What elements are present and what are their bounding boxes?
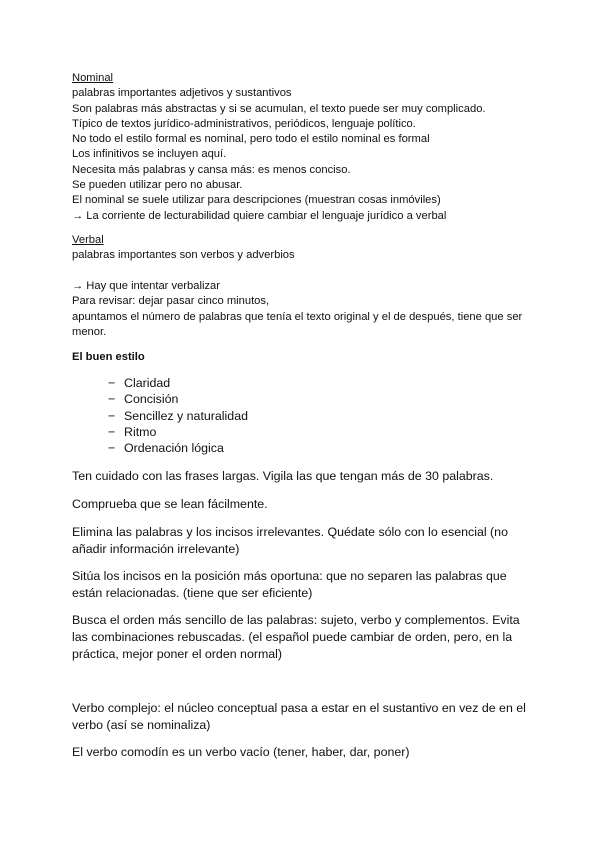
buen-estilo-heading-text: El buen estilo [72, 351, 145, 363]
nominal-line: El nominal se suele utilizar para descripciones (muestran cosas inmóviles) [72, 194, 441, 207]
paragraph-line: añadir información irrelevante) [72, 542, 240, 556]
verbal-notes [72, 279, 542, 340]
paragraph: El verbo comodín es un verbo vacío (tener, haber, dar, poner) [72, 745, 410, 759]
verbal-review-line: Para revisar: dejar pasar cinco minutos, [72, 295, 270, 308]
paragraph-line: Sitúa los incisos en la posición más oportuna: que no separen las palabras que [72, 569, 507, 583]
list-item-label: Concisión [124, 392, 179, 407]
paragraph [72, 612, 532, 663]
paragraph-line: están relacionadas. (tiene que ser eficiente) [72, 586, 313, 600]
list-item [108, 391, 248, 407]
verbal-review-line: menor. [72, 325, 107, 338]
dash-bullet-icon: − [108, 392, 116, 407]
list-item-label: Sencillez y naturalidad [124, 408, 248, 423]
nominal-line: Típico de textos jurídico-administrativos, periódicos, lenguaje político. [72, 117, 416, 130]
list-item-label: Ritmo [124, 424, 157, 439]
nominal-line: Son palabras más abstractas y si se acumulan, el texto puede ser muy complicado. [72, 102, 486, 115]
paragraph-line: verbo (así se nominaliza) [72, 718, 211, 732]
nominal-line: No todo el estilo formal es nominal, pero todo el estilo nominal es formal [72, 133, 430, 146]
paragraph-line: las combinaciones rebuscadas. (el español puede cambiar de orden, pero, en la [72, 630, 513, 644]
paragraph [72, 700, 532, 734]
nominal-line: Los infinitivos se incluyen aquí. [72, 148, 227, 161]
nominal-line: → La corriente de lecturabilidad quiere cambiar el lenguaje jurídico a verbal [72, 209, 447, 222]
verbal-heading: Verbal [72, 234, 104, 246]
paragraph-line: Verbo complejo: el núcleo conceptual pasa a estar en el sustantivo en vez de en el [72, 701, 526, 715]
verbal-arrow-line: → Hay que intentar verbalizar [72, 280, 220, 292]
paragraph [72, 568, 532, 602]
nominal-section [72, 71, 542, 224]
dash-bullet-icon: − [108, 376, 116, 390]
verbal-section [72, 233, 542, 264]
nominal-line: Se pueden utilizar pero no abusar. [72, 179, 243, 192]
list-item [108, 375, 248, 391]
verbal-review-line: apuntamos el número de palabras que tenía el texto original y el de después, tiene que ser [72, 310, 523, 323]
nominal-line: Necesita más palabras y cansa más: es menos conciso. [72, 163, 351, 176]
paragraph-line: Elimina las palabras y los incisos irrelevantes. Quédate sólo con lo esencial (no [72, 525, 508, 539]
buen-estilo-heading [72, 350, 542, 365]
nominal-heading: Nominal [72, 72, 114, 84]
list-item-label: Claridad [124, 376, 171, 390]
dash-bullet-icon: − [108, 408, 116, 423]
paragraph [72, 524, 532, 558]
dash-bullet-icon: − [108, 441, 116, 456]
list-item [108, 424, 248, 440]
verbal-line: palabras importantes son verbos y adverbios [72, 249, 295, 262]
paragraph-line: Busca el orden más sencillo de las palabras: sujeto, verbo y complementos. Evita [72, 613, 520, 627]
dash-bullet-icon: − [108, 424, 116, 439]
list-item [108, 408, 248, 424]
nominal-line: palabras importantes adjetivos y sustantivos [72, 87, 292, 100]
list-item [108, 440, 248, 456]
buen-estilo-list [108, 375, 248, 456]
paragraph-line: práctica, mejor poner el orden normal) [72, 647, 283, 661]
paragraph: Comprueba que se lean fácilmente. [72, 497, 268, 511]
list-item-label: Ordenación lógica [124, 441, 224, 456]
paragraph: Ten cuidado con las frases largas. Vigila las que tengan más de 30 palabras. [72, 469, 494, 483]
